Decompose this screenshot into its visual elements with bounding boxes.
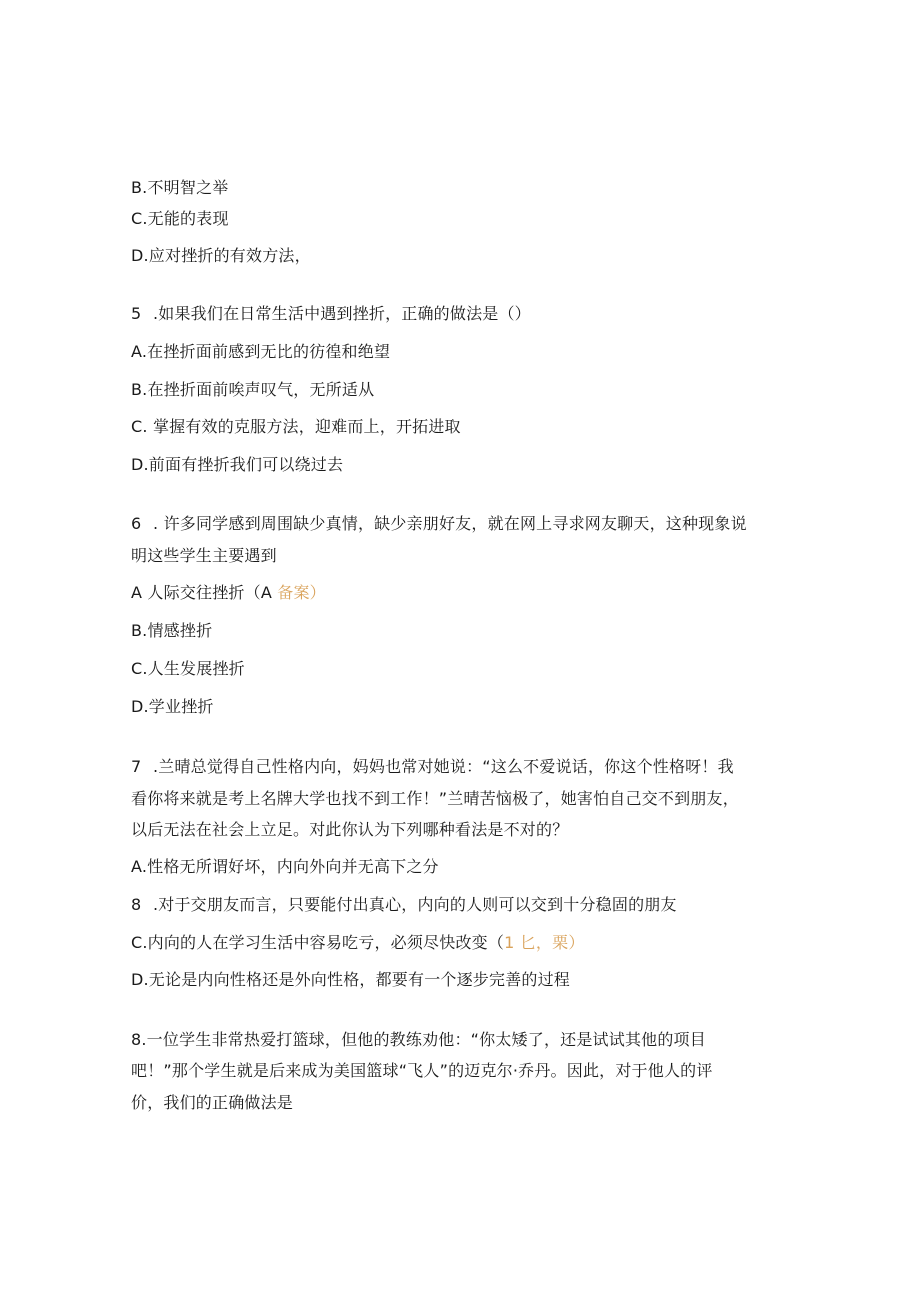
q7-stem-text1: .兰晴总觉得自己性格内向，妈妈也常对她说：“这么不爱说话，你这个性格呀！我 [153, 757, 734, 776]
q6-option-a-text: A 人际交往挫折（A [131, 583, 272, 602]
q7-number: 7 [131, 757, 142, 776]
q7-stem-line1 [131, 757, 791, 777]
q7-option-b [131, 895, 791, 915]
q5-option-d: D.前面有挫折我们可以绕过去 [131, 455, 344, 474]
q6-stem-text1: . 许多同学感到周围缺少真情，缺少亲朋好友，就在网上寻求网友聊天，这种现象说 [153, 514, 747, 533]
q5-stem-text: .如果我们在日常生活中遇到挫折，正确的做法是（） [153, 304, 531, 323]
q7-option-c-note: 1 匕，栗） [504, 933, 585, 952]
q8-stem-line1: 8.一位学生非常热爱打篮球，但他的教练劝他：“你太矮了，还是试试其他的项目 [131, 1030, 706, 1049]
q5-stem [131, 304, 791, 324]
q4-option-c: C.无能的表现 [131, 209, 229, 228]
q6-option-c: C.人生发展挫折 [131, 659, 245, 678]
q8-stem-line2: 吧！”那个学生就是后来成为美国篮球“飞人”的迈克尔·乔丹。因此，对于他人的评 [131, 1061, 713, 1080]
q4-option-d: D.应对挫折的有效方法， [131, 246, 311, 265]
q6-number: 6 [131, 514, 142, 533]
q6-stem-line1 [131, 514, 791, 534]
q7-stem-line2: 看你将来就是考上名牌大学也找不到工作！”兰晴苦恼极了，她害怕自己交不到朋友， [131, 789, 739, 808]
q5-option-c: C. 掌握有效的克服方法，迎难而上，开拓进取 [131, 417, 461, 436]
q7-option-d: D.无论是内向性格还是外向性格，都要有一个逐步完善的过程 [131, 970, 571, 989]
q4-option-b: B.不明智之举 [131, 178, 229, 197]
q5-option-a: A.在挫折面前感到无比的彷徨和绝望 [131, 342, 391, 361]
q6-option-d: D.学业挫折 [131, 697, 214, 716]
q6-option-b: B.情感挫折 [131, 621, 213, 640]
q7-option-c-text: C.内向的人在学习生活中容易吃亏，必须尽快改变（ [131, 933, 505, 952]
q7-option-b-number: 8 [131, 895, 142, 914]
q8-stem-line3: 价，我们的正确做法是 [131, 1093, 294, 1112]
q5-option-b: B.在挫折面前唉声叹气，无所适从 [131, 380, 375, 399]
q6-option-a-note: 备案） [277, 583, 326, 602]
q6-stem-line2: 明这些学生主要遇到 [131, 546, 277, 565]
q7-option-c [131, 933, 791, 953]
q6-option-a [131, 583, 791, 603]
q5-number: 5 [131, 304, 142, 323]
q7-option-b-text: .对于交朋友而言，只要能付出真心，内向的人则可以交到十分稳固的朋友 [153, 895, 677, 914]
q7-option-a: A.性格无所谓好坏，内向外向并无高下之分 [131, 857, 439, 876]
q7-stem-line3: 以后无法在社会上立足。对此你认为下列哪种看法是不对的？ [131, 820, 569, 839]
